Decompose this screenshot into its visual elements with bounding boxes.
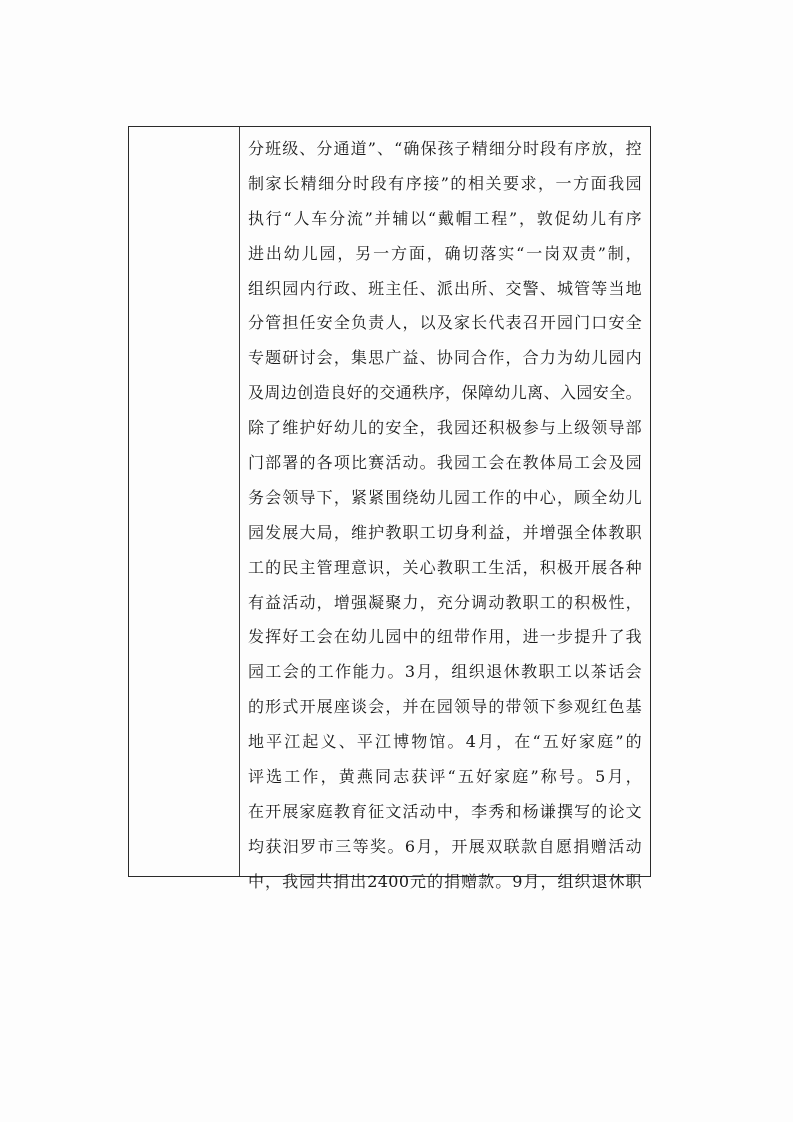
text-line: 均获汨罗市三等奖。6月，开展双联款自愿捐赠活动 [248, 836, 642, 856]
text-line: 执行“人车分流”并辅以“戴帽工程”，敦促幼儿有序 [248, 208, 642, 228]
text-line: 分班级、分通道”、“确保孩子精细分时段有序放，控 [248, 139, 642, 158]
text-line: 有益活动，增强凝聚力，充分调动教职工的积极性， [248, 592, 642, 612]
text-line: 务会领导下，紧紧围绕幼儿园工作的中心，顾全幼儿 [248, 487, 642, 507]
text-line: 的形式开展座谈会，并在园领导的带领下参观红色基 [248, 697, 642, 717]
text-line: 中，我园共捐出2400元的捐赠款。9月，组织退休职 [248, 871, 642, 891]
form-table [128, 126, 651, 891]
text-line: 组织园内行政、班主任、派出所、交警、城管等当地 [248, 278, 642, 298]
text-line: 除了维护好幼儿的安全，我园还积极参与上级领导部 [248, 418, 642, 438]
text-line: 进出幼儿园，另一方面，确切落实“一岗双责”制， [248, 243, 642, 263]
text-line: 评选工作，黄燕同志获评“五好家庭”称号。5月， [248, 767, 642, 787]
text-line: 发挥好工会在幼儿园中的纽带作用，进一步提升了我 [248, 627, 642, 647]
table-content-cell [240, 127, 650, 891]
text-line: 专题研讨会，集思广益、协同合作，合力为幼儿园内 [248, 348, 642, 368]
text-line: 分管担任安全负责人，以及家长代表召开园门口安全 [248, 313, 642, 333]
table-left-cell [129, 127, 240, 876]
text-line: 园工会的工作能力。3月，组织退休教职工以茶话会 [248, 662, 642, 682]
text-line: 园发展大局，维护教职工切身利益，并增强全体教职 [248, 522, 642, 542]
text-line: 门部署的各项比赛活动。我园工会在教体局工会及园 [248, 453, 642, 473]
text-line: 及周边创造良好的交通秩序，保障幼儿离、入园安全。 [248, 383, 642, 403]
text-line: 工的民主管理意识，关心教职工生活，积极开展各种 [248, 557, 642, 577]
text-line: 地平江起义、平江博物馆。4月，在“五好家庭”的 [248, 732, 642, 752]
text-line: 制家长精细分时段有序接”的相关要求，一方面我园 [248, 173, 642, 193]
text-line: 在开展家庭教育征文活动中，李秀和杨谦撰写的论文 [248, 801, 642, 821]
